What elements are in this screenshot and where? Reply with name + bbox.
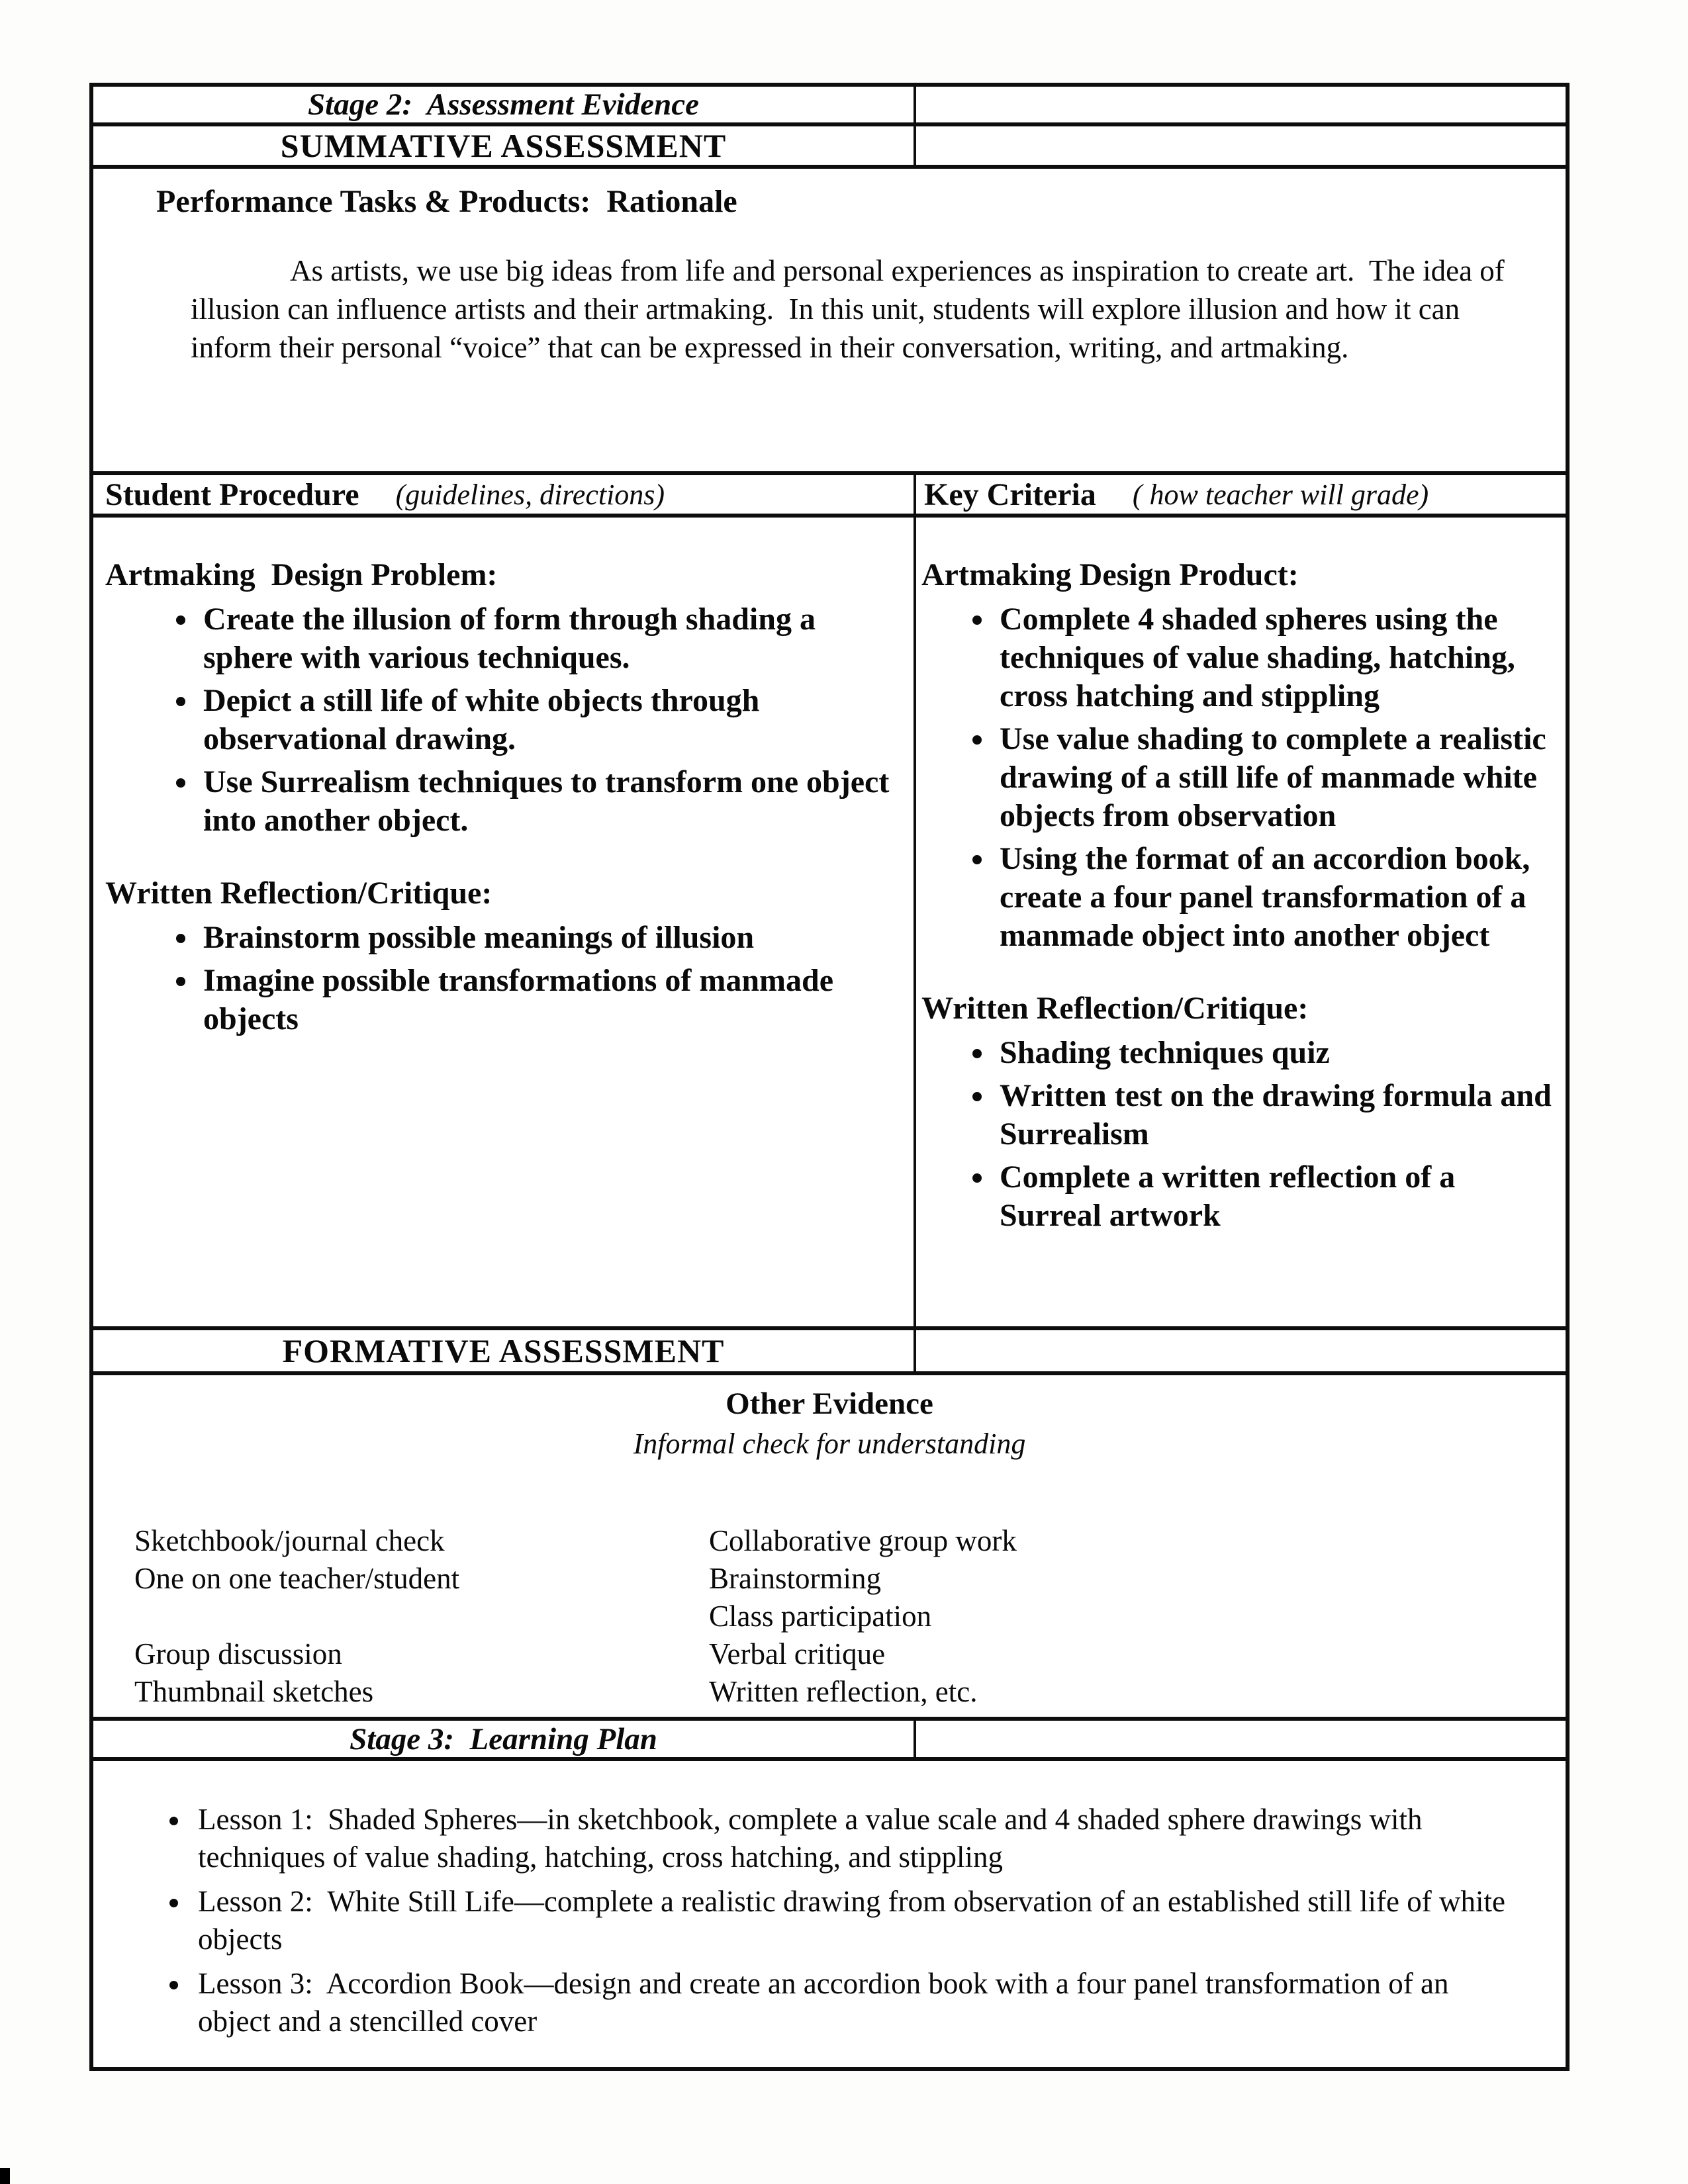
other-evidence-subtitle: Informal check for understanding — [633, 1428, 1026, 1460]
summative-empty-cell — [916, 126, 1566, 165]
key-criteria-title: Key Criteria — [924, 477, 1096, 512]
other-evidence-title: Other Evidence — [726, 1387, 933, 1421]
formative-header-row — [93, 1330, 1566, 1375]
stage2-title: Stage 2: Assessment Evidence — [308, 87, 699, 122]
evidence-item: Group discussion — [134, 1637, 342, 1670]
other-evidence-cell — [93, 1375, 1566, 1717]
bullet-item: • Written test on the drawing formula and Surrealism — [996, 1077, 1564, 1154]
stage3-empty-cell — [916, 1721, 1566, 1757]
bullet-item: • Complete 4 shaded spheres using the techniques of value shading, hatching, cross hatching and stippling — [996, 600, 1564, 715]
evidence-item: Sketchbook/journal check — [134, 1524, 445, 1557]
lessons-cell — [93, 1761, 1566, 2067]
bullet-list — [105, 919, 907, 1038]
bullet-item: • Complete a written reflection of a Surreal artwork — [996, 1158, 1564, 1235]
evidence-item: Collaborative group work — [709, 1524, 1017, 1557]
bullet-item: • Using the format of an accordion book, create a four panel transformation of a manmade object into another object — [996, 840, 1564, 955]
evidence-item: Written reflection, etc. — [709, 1675, 978, 1708]
student-procedure-title: Student Procedure — [105, 477, 359, 512]
stage3-header-row — [93, 1721, 1566, 1761]
student-procedure-header-cell — [93, 475, 916, 514]
bullet-item: • Use value shading to complete a realistic drawing of a still life of manmade white objects from observation — [996, 720, 1564, 835]
bullet-list — [105, 600, 907, 840]
evidence-item: Verbal critique — [709, 1637, 886, 1670]
formative-title-cell — [93, 1330, 916, 1371]
key-criteria-cell — [916, 518, 1566, 1326]
evidence-left-column — [93, 1522, 709, 1711]
written-reflection-critique-section — [921, 989, 1564, 1235]
rationale-paragraph: As artists, we use big ideas from life and personal experiences as inspiration to create art. The idea of illusion can influence artists and their artmaking. In this unit, students will explore illusion and how it can inform their personal “voice” that can be expressed in their conversation, writing, and artmaking. — [191, 254, 1513, 364]
section-title: Artmaking Design Product: — [921, 557, 1299, 592]
formative-empty-cell — [916, 1330, 1566, 1371]
stage2-header-row — [93, 87, 1566, 126]
evidence-item: One on one teacher/student — [134, 1562, 460, 1595]
summative-title-cell — [93, 126, 916, 165]
bullet-item: • Create the illusion of form through shading a sphere with various techniques. — [199, 600, 907, 677]
evidence-item: Class participation — [709, 1600, 932, 1633]
stage3-title: Stage 3: Learning Plan — [350, 1721, 657, 1756]
bullet-list — [921, 1034, 1564, 1235]
bullet-item: • Brainstorm possible meanings of illusion — [199, 919, 907, 957]
lesson-item: • Lesson 2: White Still Life—complete a realistic drawing from observation of an established still life of white objects — [191, 1883, 1522, 1958]
bullet-item: • Depict a still life of white objects through observational drawing. — [199, 682, 907, 758]
evidence-item: Brainstorming — [709, 1562, 881, 1595]
rationale-cell — [93, 169, 1566, 471]
columns-header-row — [93, 475, 1566, 518]
other-evidence-row — [93, 1375, 1566, 1721]
section-title: Written Reflection/Critique: — [921, 991, 1309, 1026]
stage2-title-cell — [93, 87, 916, 122]
student-procedure-cell — [93, 518, 916, 1326]
evidence-right-column — [709, 1522, 1566, 1711]
bullet-item: • Imagine possible transformations of manmade objects — [199, 962, 907, 1038]
scan-artifact-mark — [0, 2168, 10, 2184]
written-reflection-section — [105, 874, 907, 1038]
evidence-columns — [93, 1522, 1566, 1711]
artmaking-design-product-section — [921, 556, 1564, 955]
assessment-evidence-table — [89, 83, 1570, 2071]
performance-tasks-title: Performance Tasks & Products: Rationale — [156, 184, 737, 219]
student-procedure-subtitle: (guidelines, directions) — [395, 478, 665, 511]
bullet-list — [921, 600, 1564, 955]
key-criteria-subtitle: ( how teacher will grade) — [1132, 478, 1429, 511]
formative-title: FORMATIVE ASSESSMENT — [282, 1332, 725, 1369]
section-title: Artmaking Design Problem: — [105, 557, 498, 592]
bullet-item: • Use Surrealism techniques to transform one object into another object. — [199, 763, 907, 840]
lesson-item: • Lesson 3: Accordion Book—design and create an accordion book with a four panel transformation of an object and a stencilled cover — [191, 1965, 1522, 2040]
artmaking-design-problem-section — [105, 556, 907, 840]
lessons-row — [93, 1761, 1566, 2067]
key-criteria-header-cell — [916, 475, 1566, 514]
bullet-item: • Shading techniques quiz — [996, 1034, 1564, 1072]
evidence-item: Thumbnail sketches — [134, 1675, 374, 1708]
stage2-empty-cell — [916, 87, 1566, 122]
stage3-title-cell — [93, 1721, 916, 1757]
summative-title: SUMMATIVE ASSESSMENT — [280, 127, 727, 164]
rationale-row — [93, 169, 1566, 475]
section-title: Written Reflection/Critique: — [105, 876, 492, 911]
summative-header-row — [93, 126, 1566, 169]
lesson-item: • Lesson 1: Shaded Spheres—in sketchbook, complete a value scale and 4 shaded sphere drawings with techniques of value shading, hatching, cross hatching, and stippling — [191, 1801, 1522, 1876]
lessons-list — [93, 1801, 1566, 2040]
content-row — [93, 518, 1566, 1330]
